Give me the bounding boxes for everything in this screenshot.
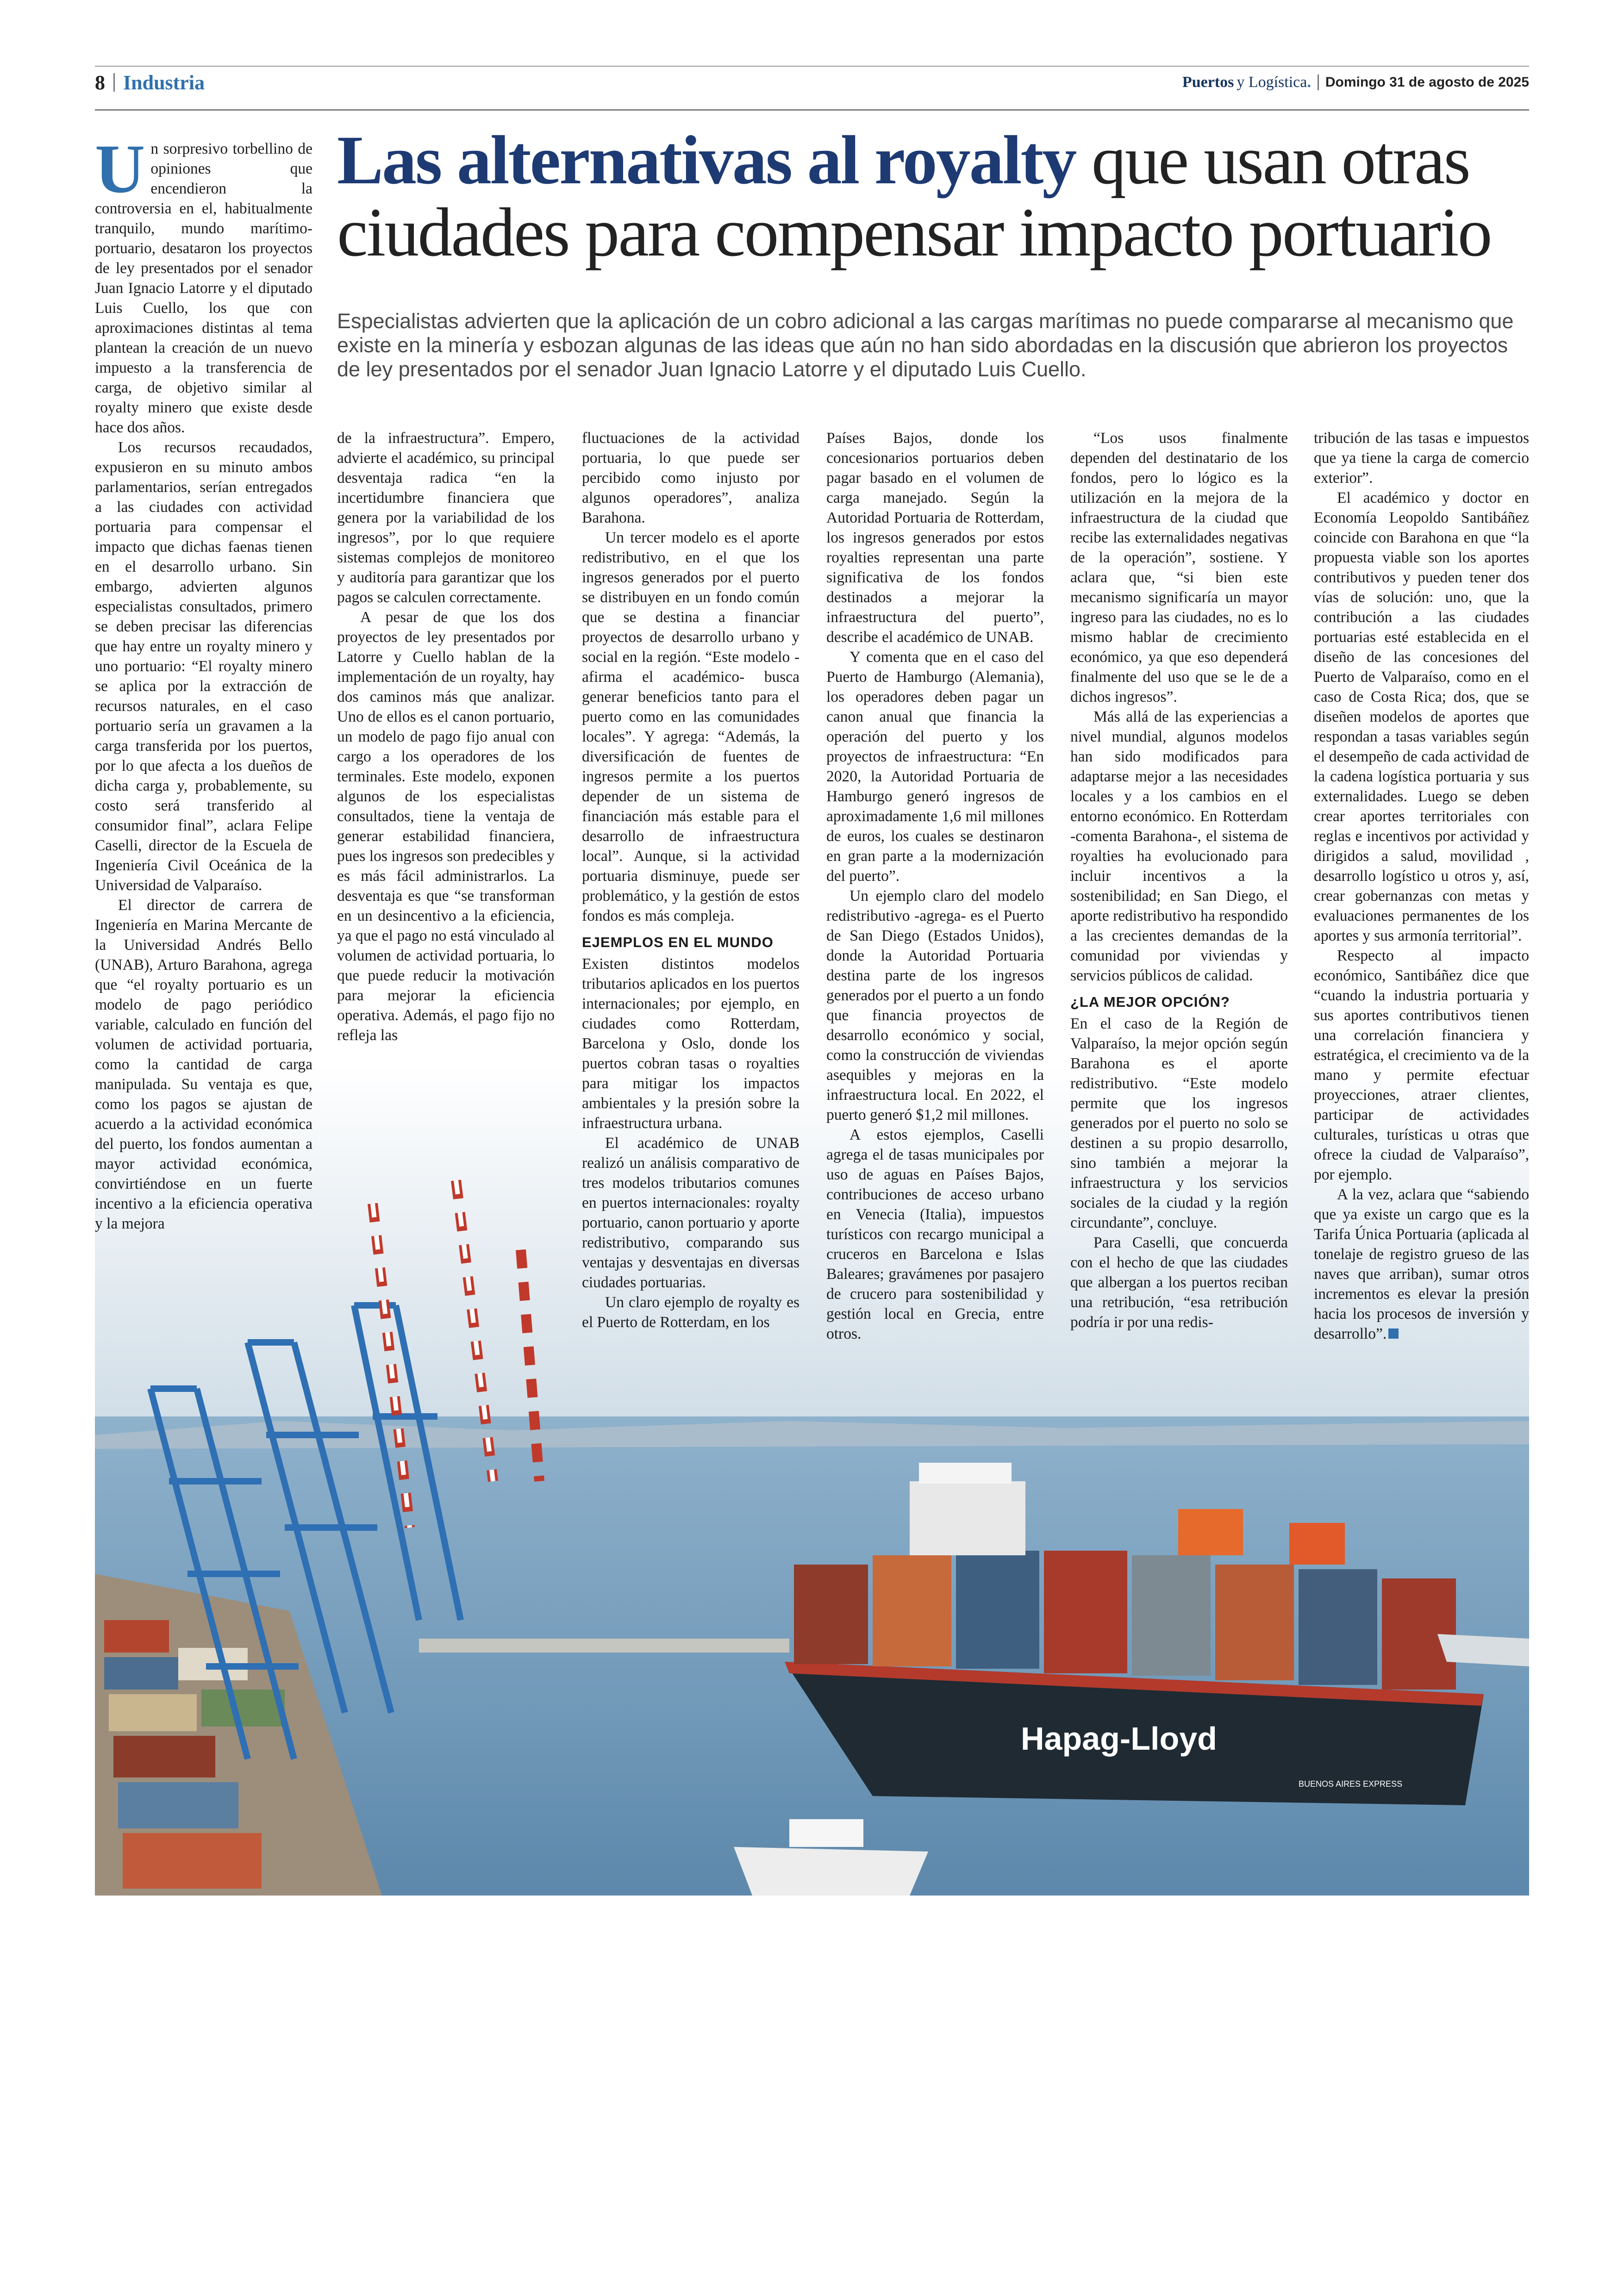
tugboat-cabin bbox=[789, 1819, 863, 1847]
paragraph: A estos ejemplos, Caselli agrega el de tasas municipales por uso de aguas en Países Bajos, contribuciones de acceso urbano en Venecia (Italia), impuestos turísticos con recargo municipal a cruceros en Barcelona e Islas Baleares; gravámenes por pasajero de crucero para sostenibilidad y gestión local en Grecia, entre otros. bbox=[826, 1126, 1044, 1342]
paragraph: Los recursos recaudados, expusieron en su minuto ambos parlamentarios, serían entregados a las ciudades con actividad portuaria para compensar el impacto que dichas faenas tienen en el desarrollo urbano. Sin embargo, advierten algunos especialistas consultados, primero se deben precisar las diferencias que hay entre un royalty minero y uno portuario: “El royalty minero se aplica por la extracción de recursos naturales, en el caso portuario sería un gravamen a la carga transferida por los puertos, por lo que afecta a los dueños de dicha carga y, probablemente, su costo será transferido al consumidor final”, aclara Felipe Caselli, director de la Escuela de Ingeniería Civil Oceánica de la Universidad de Valparaíso. bbox=[95, 439, 312, 894]
paragraph: El académico y doctor en Economía Leopoldo Santibáñez coincide con Barahona en que “la propuesta viable son los aportes contributivos y pueden tener dos vías de solución: uno, que la contribución a las ciudades portuarias esté establecida en el diseño de las concesiones del Puerto de Valparaíso, como en el caso de Costa Rica; dos, que se diseñen modelos de aportes que respondan a tasas variables según el desempeño de cada actividad de la cadena logística portuaria y sus externalidades. Luego se deben crear aportes territoriales con reglas e incentivos por actividad y dirigidos a salud, movilidad , desarrollo logístico u otros y, así, crear gobernanzas con metas y evaluaciones permanentes de los aportes y sus armonía territorial”. bbox=[1314, 489, 1529, 944]
paragraph: El director de carrera de Ingeniería en Marina Mercante de la Universidad Andrés Bello (UNAB), Arturo Barahona, agrega que “el royalty portuario es un modelo de pago periódico variable, calculado en función del volumen de actividad portuaria, como la cantidad de carga manipulada. Su ventaja es que, como los pagos se ajustan de acuerdo a la actividad económica del puerto, los fondos aumentan a mayor actividad económica, convirtiéndose en un fuerte incentivo a la eficiencia operativa y la mejora bbox=[95, 897, 312, 1232]
end-mark-icon bbox=[1388, 1328, 1399, 1339]
headline-light: que usan otras ciudades para compensar impacto portuario bbox=[337, 122, 1491, 271]
paragraph: de la infraestructura”. Empero, advierte el académico, su principal desventaja radica “en la incertidumbre financiera que genera por la variabilidad de los ingresos”, por lo que requiere sistemas complejos de monitoreo y auditoría para garantizar que los pagos se calculen correctamente. bbox=[337, 430, 555, 606]
paragraph: Un ejemplo claro del modelo redistributivo -agrega- es el Puerto de San Diego (Estados Unidos), donde la Autoridad Portuaria destina parte de los ingresos generados por el puerto a un fondo que financia proyectos de desarrollo económico y social, como la construcción de viviendas asequibles y mejoras en la infraestructura local. En 2022, el puerto generó $1,2 mil millones. bbox=[826, 887, 1044, 1123]
issue-date: Domingo 31 de agosto de 2025 bbox=[1325, 75, 1529, 90]
paragraph: Para Caselli, que concuerda con el hecho de que las ciudades que albergan a los puertos reciban una retribución, “esa retribución podría ir por una redis- bbox=[1070, 1234, 1288, 1331]
header-rule-top bbox=[95, 66, 1529, 67]
page-number: 8 bbox=[95, 71, 105, 94]
article-column-1 bbox=[95, 131, 312, 1234]
paragraph: “Los usos finalmente dependen del destinatario de los fondos, pero lo lógico es la utilización en la mejora de la infraestructura de la ciudad que recibe las externalidades negativas de la operación”, sostiene. Y aclara que, “si bien este mecanismo significaría un mayor ingreso para las ciudades, no es lo mismo hablar de crecimiento económico, ya que eso dependerá finalmente del uso que se le de a dichos ingresos”. bbox=[1070, 430, 1288, 705]
section-name[interactable]: Industria bbox=[123, 71, 205, 94]
paragraph: Respecto al impacto económico, Santibáñez dice que “cuando la industria portuaria y sus aportes contributivos tienen una correlación financiera y estratégica, el crecimiento va de la mano y permite efectuar proyecciones, atraer clientes, participar de actividades culturales, turísticas u otras que ofrece la ciudad de Valparaíso”, por ejemplo. bbox=[1314, 947, 1529, 1183]
paragraph: Y comenta que en el caso del Puerto de Hamburgo (Alemania), los operadores deben pagar un canon anual que financia la operación del puerto y los proyectos de infraestructura: “En 2020, la Autoridad Portuaria de Hamburgo generó ingresos de aproximadamente 1,6 mil millones de euros, los cuales se destinaron en gran parte a la modernización del puerto”. bbox=[826, 649, 1044, 885]
paragraph: En el caso de la Región de Valparaíso, la mejor opción según Barahona es el aporte redistributivo. “Este modelo permite que los ingresos generados por el puerto no solo se destinen a su propio desarrollo, sino también a mejorar la infraestructura y los servicios sociales de la ciudad y la región circundante”, concluye. bbox=[1070, 1015, 1288, 1231]
article-column-3 bbox=[582, 428, 800, 1332]
paragraph: Existen distintos modelos tributarios aplicados en los puertos internacionales; por ejemplo, en ciudades como Rotterdam, Barcelona y Oslo, donde los puertos cobran tasas o royalties para mitigar los impactos ambientales y la presión sobre la infraestructura urbana. bbox=[582, 955, 800, 1132]
ship-subname: BUENOS AIRES EXPRESS bbox=[1299, 1779, 1403, 1789]
headline-strong: Las alternativas al royalty bbox=[337, 122, 1076, 199]
paragraph: Más allá de las experiencias a nivel mundial, algunos modelos han sido modificados para adaptarse mejor a las necesidades locales y a los cambios en el entorno económico. En Rotterdam -comenta Barahona-, el sistema de royalties ha evolucionado para incluir incentivos a la sostenibilidad; en San Diego, el aporte redistributivo ha respondido a las crecientes demandas de la comunidad por viviendas y servicios públicos de calidad. bbox=[1070, 708, 1288, 984]
paragraph: Un claro ejemplo de royalty es el Puerto de Rotterdam, en los bbox=[582, 1294, 800, 1331]
publication-dot: . bbox=[1307, 74, 1311, 91]
section-heading-mejor-opcion: ¿LA MEJOR OPCIÓN? bbox=[1070, 994, 1230, 1010]
paragraph: tribución de las tasas e impuestos que ya tiene la carga de comercio exterior”. bbox=[1314, 430, 1529, 486]
header-right bbox=[1182, 69, 1529, 95]
paragraph: Países Bajos, donde los concesionarios portuarios deben pagar basado en el volumen de carga manejado. Según la Autoridad Portuaria de Rotterdam, los ingresos generados por estos royalties representan una parte significativa de los fondos destinados a mejorar la infraestructura del puerto”, describe el académico de UNAB. bbox=[826, 430, 1044, 646]
paragraph-final: A la vez, aclara que “sabiendo que ya existe un cargo que es la Tarifa Única Portuaria (aplicada al tonelaje de registro grueso de las naves que arriban), sumar otros incrementos es elevar la presión hacia los procesos de inversión y desarrollo”. bbox=[1314, 1186, 1529, 1342]
subheadline: Especialistas advierten que la aplicación de un cobro adicional a las cargas marítimas no puede compararse al mecanismo que existe en la minería y esbozan algunas de las ideas que aún no han sido abordadas en la discusión que abrieron los proyectos de ley presentados por el senador Juan Ignacio Latorre y el diputado Luis Cuello. bbox=[337, 309, 1514, 381]
paragraph: A pesar de que los dos proyectos de ley presentados por Latorre y Cuello hablan de la implementación de un royalty, hay dos caminos más que analizar. Uno de ellos es el canon portuario, un modelo de pago fijo anual con cargo a los operadores de los terminales. Este modelo, exponen algunos de los especialistas consultados, tiene la ventaja de generar estabilidad financiera, pues los ingresos son predecibles y es más fácil administrarlos. La desventaja es que “se transforman en un desincentivo a la eficiencia, ya que el pago no está vinculado al volumen de actividad portuaria, lo que puede reducir la motivación para mejorar la eficiencia operativa. Además, el pago fijo no refleja las bbox=[337, 609, 555, 1044]
header-rule-bottom bbox=[95, 109, 1529, 111]
distant-ship bbox=[1437, 1634, 1529, 1666]
paragraph: El académico de UNAB realizó un análisis comparativo de tres modelos tributarios comunes en puertos internacionales: royalty portuario, canon portuario y aporte redistributivo, comparando sus ventajas y desventajas en diversas ciudades portuarias. bbox=[582, 1135, 800, 1291]
header-separator-right bbox=[1318, 75, 1319, 90]
paragraph: Un tercer modelo es el aporte redistributivo, en el que los ingresos generados por el puerto se distribuyen en un fondo común que se destina a financiar proyectos de desarrollo urbano y social en la región. “Este modelo -afirma el académico- busca generar beneficios tanto para el puerto como en las comunidades locales”. Y agrega: “Además, la diversificación de fuentes de ingresos permite a los puertos depender de un sistema de financiación más estable para el desarrollo de infraestructura local”. Aunque, si la actividad portuaria disminuye, puede ser problemático, y la gestión de estos fondos es más compleja. bbox=[582, 529, 800, 924]
ship-name: Hapag-Lloyd bbox=[1021, 1721, 1217, 1757]
breakwater bbox=[419, 1639, 789, 1653]
paragraph-lead: Un sorpresivo torbellino de opiniones que encendieron la controversia en el, habitualmente tranquilo, mundo marítimo-portuario, desataron los proyectos de ley presentados por el senador Juan Ignacio Latorre y el diputado Luis Cuello, los que con aproximaciones distintas al tema plantean la creación de un nuevo impuesto a la transferencia de carga, de objetivo similar al royalty minero que existe desde hace dos años. bbox=[95, 131, 312, 436]
publication-name-a: Puertos bbox=[1182, 74, 1234, 91]
publication-name-b: y Logística bbox=[1237, 74, 1307, 91]
article-column-4 bbox=[826, 428, 1044, 1344]
article-column-2 bbox=[337, 428, 555, 1045]
article-column-6 bbox=[1314, 428, 1529, 1344]
header-left bbox=[95, 69, 205, 95]
tugboat bbox=[734, 1847, 928, 1896]
drop-cap: U bbox=[95, 131, 145, 207]
article-column-5 bbox=[1070, 428, 1288, 1332]
section-heading-ejemplos: EJEMPLOS EN EL MUNDO bbox=[582, 934, 774, 950]
paragraph: fluctuaciones de la actividad portuaria, lo que puede ser percibido como injusto por algunos operadores”, analiza Barahona. bbox=[582, 430, 800, 526]
headline bbox=[337, 122, 1529, 271]
header-separator bbox=[113, 73, 115, 92]
